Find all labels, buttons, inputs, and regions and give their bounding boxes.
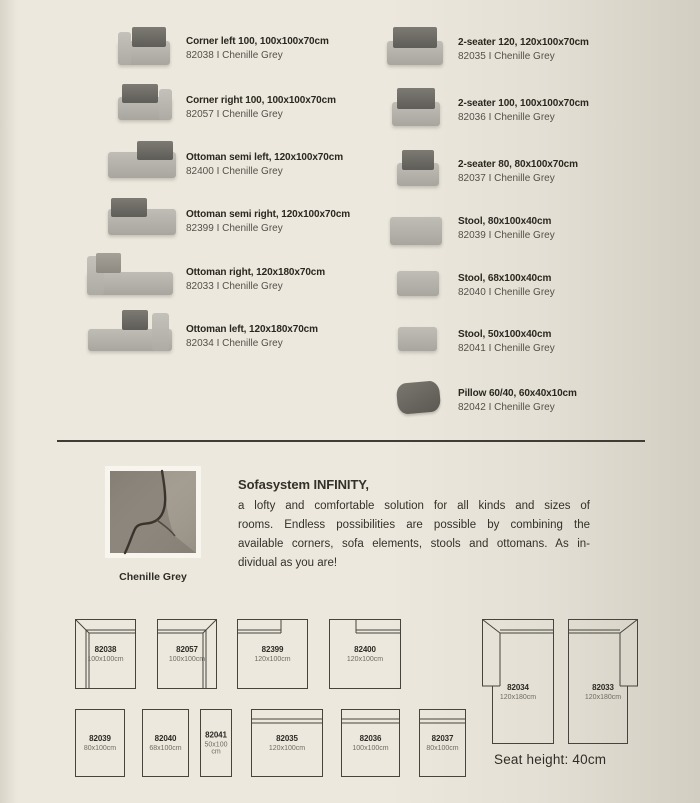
diagram-label [202, 731, 230, 756]
product-photo-stool [397, 268, 439, 297]
product-photo-ottoman-semi-left [108, 140, 176, 180]
product-text [458, 159, 578, 184]
product-photo-corner-left [118, 27, 170, 67]
section-divider [57, 440, 645, 442]
diagram-plain [200, 709, 232, 777]
diagram-backrest [341, 709, 400, 777]
intro-text-block [238, 477, 590, 573]
diagram-code: 82034 [507, 682, 529, 692]
product-code: 82036 I Chenille Grey [458, 112, 555, 123]
product-title: Pillow 60/40, 60x40x10cm [458, 388, 577, 399]
diagram-back-left [237, 619, 308, 689]
swatch-label: Chenille Grey [119, 571, 187, 583]
diagram-label [77, 734, 123, 752]
diagram-dimensions: 120x180cm [499, 693, 537, 701]
diagram-code: 82041 [205, 730, 227, 740]
product-text [186, 209, 350, 234]
diagram-label [144, 734, 187, 752]
diagram-code: 82033 [592, 682, 614, 692]
diagram-label [343, 734, 398, 752]
intro-paragraph-line: a lofty and comfortable solution for all kinds and sizes of [238, 500, 590, 512]
product-text [186, 324, 318, 349]
photo-part [393, 27, 437, 48]
diagram-code: 82039 [89, 734, 111, 743]
diagram-label [484, 683, 552, 701]
product-text [186, 36, 329, 61]
product-text [186, 267, 325, 292]
diagram-dimensions: 80x100cm [83, 745, 117, 752]
product-code: 82035 I Chenille Grey [458, 51, 555, 62]
photo-part [398, 327, 437, 351]
photo-part [159, 89, 173, 121]
product-photo-ottoman-right [87, 253, 173, 297]
product-code: 82041 I Chenille Grey [458, 343, 555, 354]
product-photo-ottoman-left [88, 310, 172, 353]
seat-height-note: Seat height: 40cm [494, 752, 607, 767]
diagram-label [239, 645, 306, 663]
product-text [186, 152, 343, 177]
diagram-label [570, 683, 636, 701]
product-title: Ottoman semi left, 120x100x70cm [186, 152, 343, 163]
product-text [458, 98, 589, 123]
photo-part [152, 313, 169, 352]
product-text [458, 329, 555, 354]
product-code: 82042 I Chenille Grey [458, 402, 555, 413]
diagram-code: 82399 [261, 645, 284, 654]
product-title: Stool, 80x100x40cm [458, 216, 552, 227]
photo-part [402, 150, 435, 170]
diagram-corner-left [75, 619, 136, 689]
diagram-label [331, 645, 399, 663]
product-code: 82040 I Chenille Grey [458, 287, 555, 298]
intro-heading: Sofasystem INFINITY, [238, 477, 369, 492]
product-code: 82057 I Chenille Grey [186, 109, 283, 120]
diagram-plain [75, 709, 125, 777]
fabric-swatch [105, 466, 201, 583]
diagram-chaise-left [482, 619, 554, 744]
photo-part [137, 141, 174, 160]
product-text [458, 273, 555, 298]
diagram-code: 82035 [276, 734, 298, 743]
product-title: Corner right 100, 100x100x70cm [186, 95, 336, 106]
photo-part [132, 27, 166, 47]
diagram-dimensions: 120x100cm [254, 656, 291, 663]
diagram-label [159, 645, 215, 663]
product-code: 82039 I Chenille Grey [458, 230, 555, 241]
product-code: 82033 I Chenille Grey [186, 281, 283, 292]
diagram-dimensions: 80x100cm [426, 745, 459, 752]
diagram-dimensions: 100x100cm [352, 745, 389, 752]
product-text [458, 37, 589, 62]
diagram-label [253, 734, 321, 752]
diagram-dimensions: 100x100cm [168, 656, 206, 663]
product-title: 2-seater 80, 80x100x70cm [458, 159, 578, 170]
product-photo-ottoman-semi-right [108, 197, 176, 237]
diagram-corner-right [157, 619, 217, 689]
intro-paragraph-line: available corners, sofa elements, stools and ottomans. As in- [238, 538, 590, 550]
diagram-label [77, 645, 134, 663]
product-text [458, 216, 555, 241]
product-title: Ottoman semi right, 120x100x70cm [186, 209, 351, 220]
product-code: 82038 I Chenille Grey [186, 50, 283, 61]
diagram-dimensions: 100x100cm [87, 656, 124, 663]
diagram-code: 82400 [354, 645, 376, 654]
diagram-dimensions: 120x180cm [584, 693, 622, 701]
diagram-back-right [329, 619, 401, 689]
product-title: Stool, 50x100x40cm [458, 329, 552, 340]
product-photo-stool [398, 324, 437, 352]
diagram-label [421, 734, 464, 752]
photo-part [397, 271, 439, 296]
product-code: 82399 I Chenille Grey [186, 223, 283, 234]
product-code: 82037 I Chenille Grey [458, 173, 555, 184]
product-code: 82034 I Chenille Grey [186, 338, 283, 349]
intro-paragraph-line: dividual as you are! [238, 557, 338, 569]
photo-part [397, 88, 434, 109]
diagram-code: 82038 [94, 645, 117, 654]
product-title: Ottoman left, 120x180x70cm [186, 324, 318, 335]
photo-part [96, 253, 122, 273]
diagram-backrest [419, 709, 466, 777]
product-photo-corner-right [118, 84, 172, 122]
product-code: 82400 I Chenille Grey [186, 166, 283, 177]
photo-part [122, 84, 158, 103]
diagram-backrest [251, 709, 323, 777]
diagram-dimensions: 120x100cm [346, 656, 384, 663]
diagram-dimensions: 120x100cm [268, 745, 306, 752]
photo-part [396, 380, 442, 415]
diagram-dimensions: 68x100cm [149, 745, 182, 752]
product-text [186, 95, 336, 120]
photo-part [122, 310, 149, 330]
product-photo-stool [390, 214, 442, 246]
product-title: Stool, 68x100x40cm [458, 273, 552, 284]
intro-paragraph [238, 497, 590, 573]
product-text [458, 388, 577, 413]
product-title: Ottoman right, 120x180x70cm [186, 267, 326, 278]
product-photo-two-seater [392, 88, 440, 128]
diagram-dimensions: 50x100 cm [204, 741, 228, 756]
diagram-chaise-right [568, 619, 638, 744]
intro-paragraph-line: rooms. Endless possibilities are possible by combining the [238, 519, 590, 531]
diagram-code: 82057 [176, 645, 198, 654]
product-title: Corner left 100, 100x100x70cm [186, 36, 329, 47]
diagram-plain [142, 709, 189, 777]
diagram-code: 82040 [154, 734, 177, 743]
diagram-code: 82036 [359, 734, 382, 743]
photo-part [118, 32, 131, 66]
diagram-code: 82037 [431, 734, 454, 743]
product-title: 2-seater 100, 100x100x70cm [458, 98, 589, 109]
photo-part [111, 198, 148, 217]
photo-part [390, 217, 442, 245]
product-photo-pillow [396, 380, 444, 418]
product-photo-two-seater [387, 27, 443, 67]
product-photo-two-seater [397, 150, 439, 188]
product-title: 2-seater 120, 120x100x70cm [458, 37, 589, 48]
fabric-swatch-photo [105, 466, 201, 558]
